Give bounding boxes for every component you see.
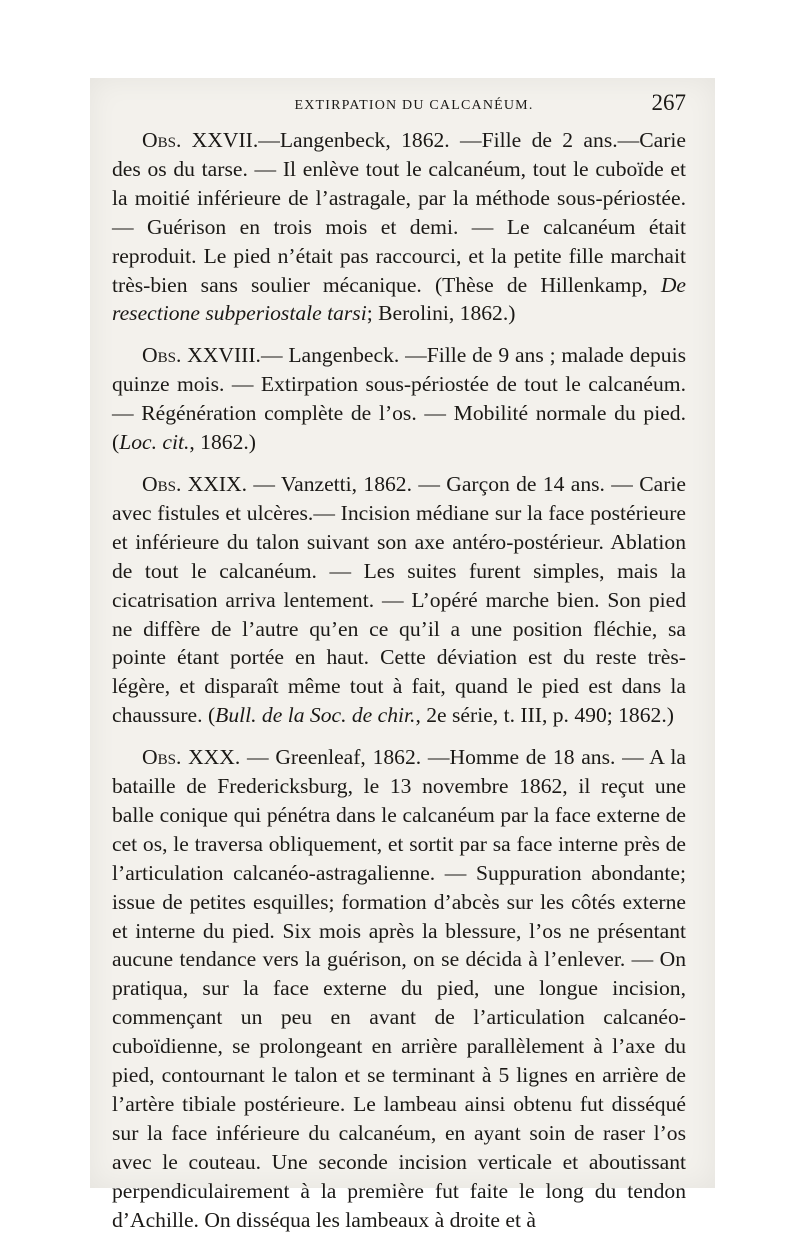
page-header — [112, 90, 686, 122]
observation-label: Obs. XXX. — [142, 745, 241, 770]
observation-label: Obs. XXIX. — [142, 471, 248, 496]
running-title: EXTIRPATION DU CALCANÉUM. — [294, 98, 534, 113]
paragraph-obs-27 — [112, 126, 686, 328]
paragraph-obs-28 — [112, 341, 686, 457]
paragraph-text-end: , 2e série, t. III, p. 490; 1862.) — [415, 703, 674, 728]
paragraph-text-end: ; Berolini, 1862.) — [366, 301, 516, 326]
citation-title: Loc. cit. — [119, 430, 190, 455]
body-text — [112, 126, 686, 1235]
page-number: 267 — [651, 90, 686, 115]
paragraph-gap — [112, 457, 686, 470]
citation-title: Bull. de la Soc. de chir. — [215, 703, 416, 728]
paragraph-text: — Vanzetti, 1862. — Garçon de 14 ans. — Carie avec fistules et ulcères.— Incision médiane sur la face postérieure et inférieure du talon suivant son axe antéro-postérieur. Ablation de tout le calcanéum. — Les suites furent simples, mais la cicatrisation arriva lentement. — L’opéré marche bien. Son pied ne diffère de l’autre qu’en ce qu’il a une position fléchie, sa pointe étant portée en haut. Cette déviation est du reste très-légère, et disparaît même tout à fait, quand le pied est dans la chaussure. ( — [112, 471, 686, 728]
paragraph-obs-29 — [112, 470, 686, 730]
citation-title: De resectione subperiostale tarsi — [112, 272, 686, 326]
observation-label: Obs. XXVIII. — [142, 343, 261, 368]
paragraph-text: — Greenleaf, 1862. —Homme de 18 ans. — A la bataille de Fredericksburg, le 13 novembre 1862, il reçut une balle conique qui pénétra dans le calcanéum par la face externe de cet os, le traversa obliquement, et sortit par sa face interne près de l’articulation calcanéo-astragalienne. — Suppuration abondante; issue de petites esquilles; formation d’abcès sur les côtés externe et interne du pied. Six mois après la blessure, l’os ne présentant aucune tendance vers la guérison, on se décida à l’enlever. — On pratiqua, sur la face externe du pied, une longue incision, commençant un peu en avant de l’articulation calcanéo-cuboïdienne, se prolongeant en arrière parallèlement à l’axe du pied, contournant le talon et se terminant à 5 lignes en arrière de l’artère tibiale postérieure. Le lambeau ainsi obtenu fut disséqué sur la face inférieure du calcanéum, en ayant soin de raser l’os avec le couteau. Une seconde incision verticale et aboutissant perpendiculairement à la première fut faite le long du tendon d’Achille. On disséqua les lambeaux à droite et à — [112, 745, 686, 1232]
paragraph-obs-30 — [112, 743, 686, 1234]
paragraph-text: —Langenbeck, 1862. —Fille de 2 ans.—Carie des os du tarse. — Il enlève tout le calcanéum, tout le cuboïde et la moitié inférieure de l’astragale, par la méthode sous-périostée.— Guérison en trois mois et demi. — Le calcanéum était reproduit. Le pied n’était pas raccourci, et la petite fille marchait très-bien sans soulier mécanique. (Thèse de Hillenkamp, — [112, 128, 686, 297]
observation-label: Obs. XXVII. — [142, 128, 259, 152]
paragraph-text: — Langenbeck. —Fille de 9 ans ; malade depuis quinze mois. — Extirpation sous-périostée de tout le calcanéum. — Régénération complète de l’os. — Mobilité normale du pied. ( — [112, 343, 686, 455]
paragraph-gap — [112, 328, 686, 341]
paragraph-gap — [112, 730, 686, 743]
paragraph-text-end: , 1862.) — [189, 430, 256, 455]
